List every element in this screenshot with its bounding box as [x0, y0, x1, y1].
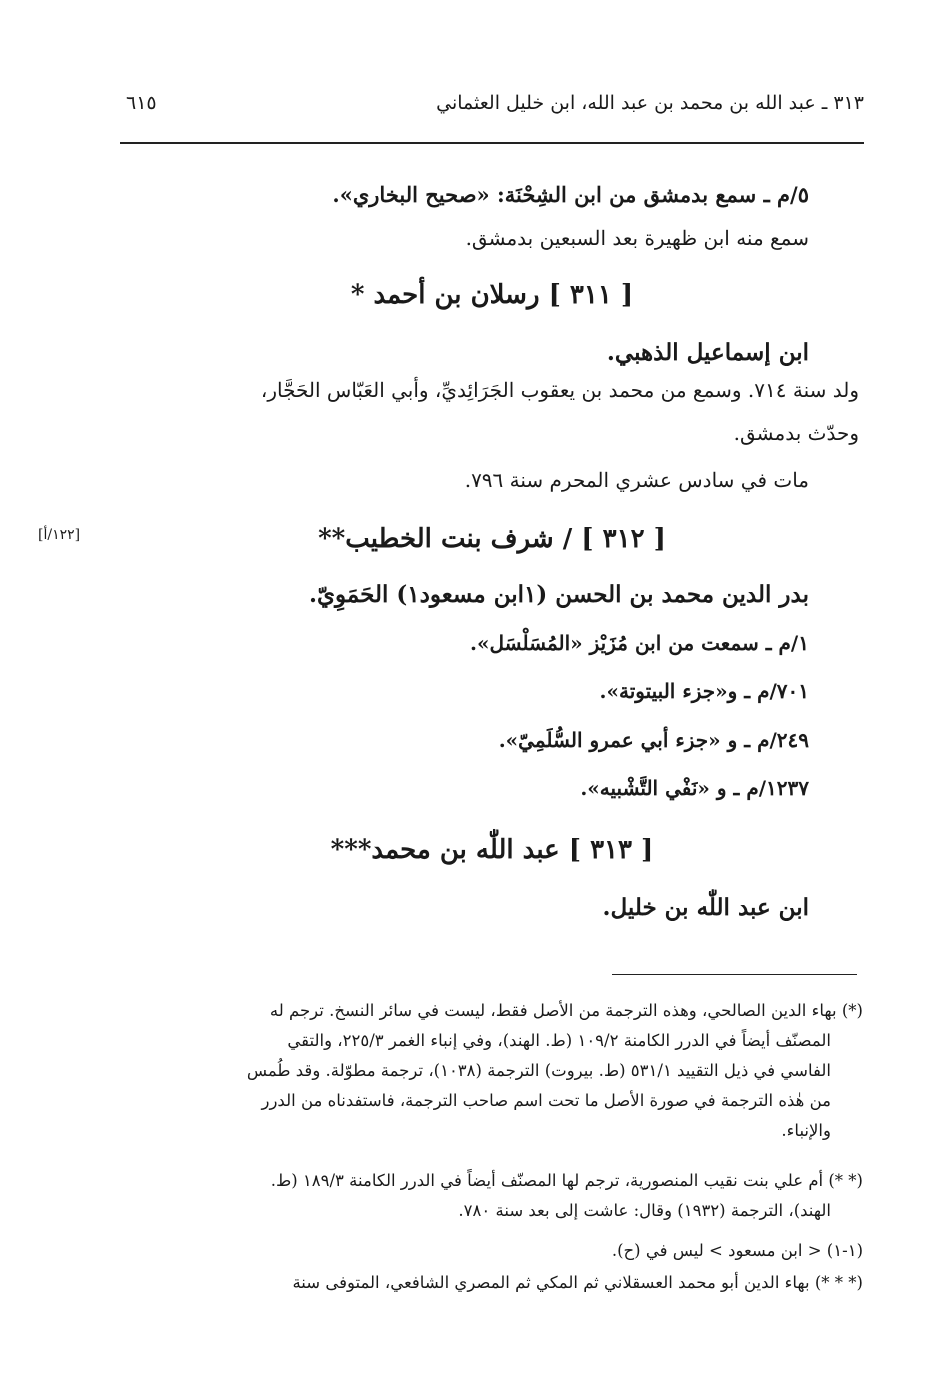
text-line-8: ١/م ـ سمعت من ابن مُزَيْز «المُسَلْسَل».	[470, 631, 809, 655]
text-line-5: وحدّث بدمشق.	[733, 421, 859, 445]
running-head	[120, 92, 864, 126]
footnote-1-line: الفاسي في ذيل التقييد ٥٣١/١ (ط. بيروت) الترجمة (١٠٣٨)، ترجمة مطوّلة. وقد طُمس	[246, 1061, 831, 1080]
footnote-1	[117, 996, 863, 1146]
margin-folio-note: [١٢٢/أ]	[38, 527, 81, 543]
entry-heading-313: [ ٣١٣ ] عبد اللّٰه بن محمد***	[330, 835, 654, 865]
footnote-4-line: (* * *) بهاء الدين أبو محمد العسقلاني ثم المكي ثم المصري الشافعي، المتوفى سنة	[292, 1273, 863, 1292]
footnote-1-line: والإنباء.	[781, 1121, 831, 1140]
entry-heading-312: [ ٣١٢ ] / شرف بنت الخطيب**	[318, 524, 666, 554]
text-line-2: سمع منه ابن ظهيرة بعد السبعين بدمشق.	[465, 226, 809, 250]
text-line-9: ٧٠١/م ـ و«جزء البيتوتة».	[599, 679, 809, 703]
footnote-1-line: (*) بهاء الدين الصالحي، وهذه الترجمة من الأصل فقط، ليست في سائر النسخ. ترجم له	[269, 1001, 863, 1020]
footnote-2-line: (* *) أم علي بنت نقيب المنصورية، ترجم لها المصنّف أيضاً في الدرر الكامنة ١٨٩/٣ (ط.	[270, 1171, 863, 1190]
footnote-4	[117, 1268, 863, 1298]
footnote-2	[117, 1166, 863, 1226]
text-line-11: ١٢٣٧/م ـ و «نَفْي التَّشْبيه».	[580, 776, 809, 800]
text-line-1: ٥/م ـ سمع بدمشق من ابن الشِحْنَة: «صحيح البخاري».	[332, 182, 809, 207]
text-line-10: ٢٤٩/م ـ و «جزء أبي عمرو السُّلَمِيّ».	[498, 728, 809, 752]
header-rule	[120, 142, 864, 144]
text-line-7: بدر الدين محمد بن الحسن (١ابن مسعود١) الحَمَوِيّ.	[308, 581, 809, 608]
text-line-4: ولد سنة ٧١٤. وسمع من محمد بن يعقوب الجَرَائِديِّ، وأبي العَبّاس الحَجَّار،	[260, 378, 859, 402]
text-line-6: مات في سادس عشري المحرم سنة ٧٩٦.	[464, 468, 809, 492]
page-number: ٦١٥	[126, 92, 157, 114]
footnote-3	[117, 1236, 863, 1266]
footnote-rule	[612, 974, 857, 975]
text-line-12: ابن عبد اللّٰه بن خليل.	[602, 894, 809, 921]
footnote-1-line: المصنّف أيضاً في الدرر الكامنة ١٠٩/٢ (ط. الهند)، وفي إنباء الغمر ٢٢٥/٣، والتقي	[287, 1031, 831, 1050]
footnote-3-line: (١-١) < ابن مسعود > ليس في (ح).	[611, 1241, 863, 1260]
footnote-2-line: الهند)، الترجمة (١٩٣٢) وقال: عاشت إلى بعد سنة ٧٨٠.	[458, 1201, 831, 1220]
text-line-3: ابن إسماعيل الذهبي.	[606, 339, 809, 366]
entry-heading-311: [ ٣١١ ] رسلان بن أحمد *	[350, 280, 634, 310]
running-title: ٣١٣ ـ عبد الله بن محمد بن عبد الله، ابن خليل العثماني	[436, 92, 864, 114]
footnote-1-line: من هٰذه الترجمة في صورة الأصل ما تحت اسم صاحب الترجمة، فاستفدناه من الدرر	[261, 1091, 831, 1110]
